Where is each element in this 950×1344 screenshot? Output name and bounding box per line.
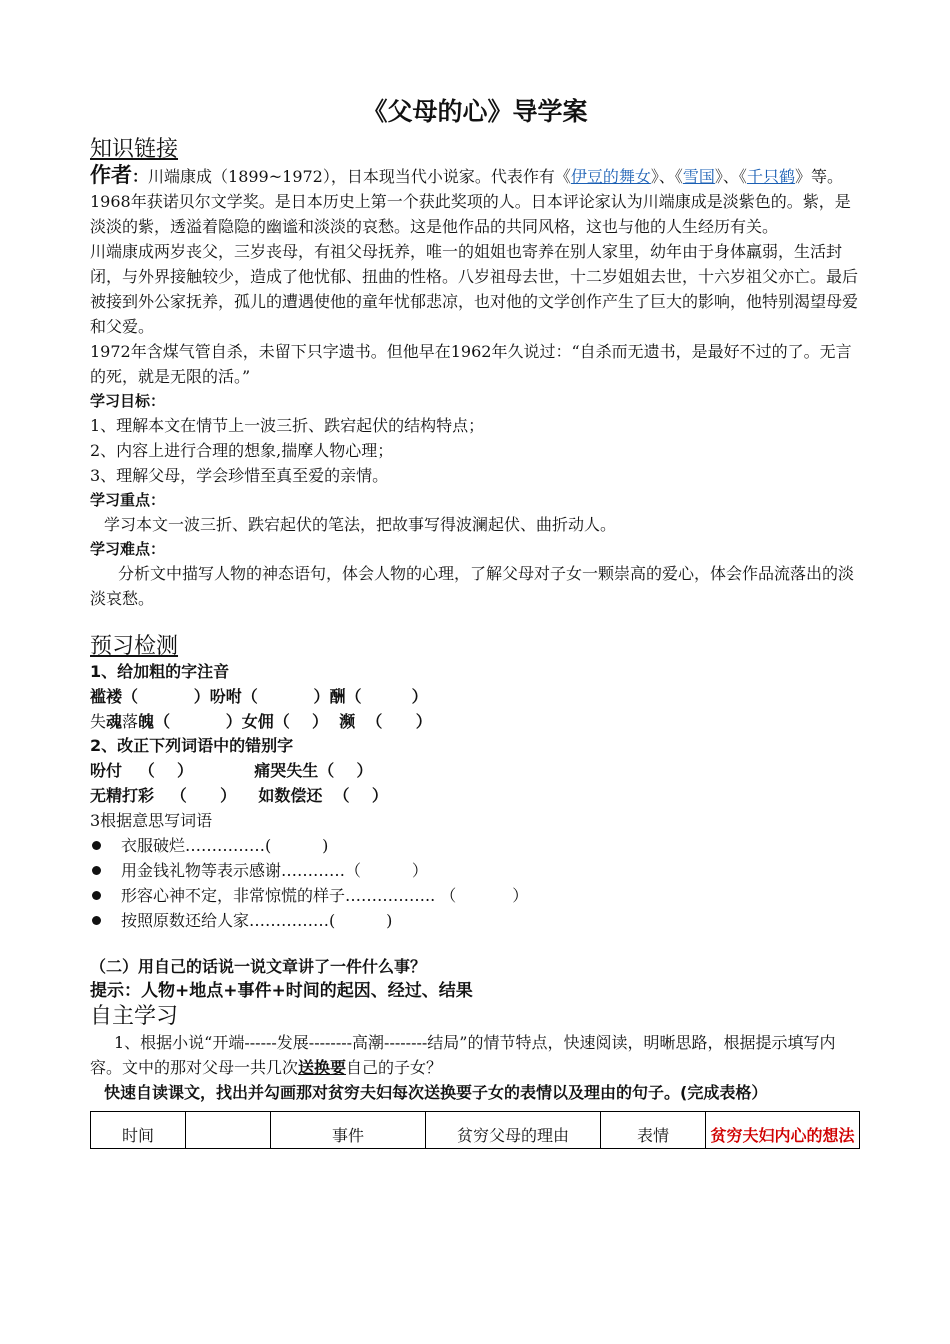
part2-question: （二）用自己的话说一说文章讲了一件什么事？ bbox=[90, 957, 427, 976]
goal-item: 2、内容上进行合理的想象,揣摩人物心理； bbox=[90, 441, 394, 460]
table-header-cell: 贫穷夫妇内心的想法 bbox=[706, 1112, 860, 1149]
table-header-cell: 表情 bbox=[601, 1112, 706, 1149]
table-header-cell bbox=[186, 1112, 271, 1149]
bullet-icon bbox=[92, 916, 101, 925]
pinyin-row-1: 褴褛（ ）吩咐（ ）酬（ ） bbox=[90, 687, 428, 706]
typo-row-2: 无精打彩 （ ） 如数偿还 （ ） bbox=[90, 786, 388, 805]
bullet-icon bbox=[92, 866, 101, 875]
question-2: 2、改正下列词语中的错别字 bbox=[90, 736, 294, 755]
difficulty-label: 学习难点： bbox=[90, 540, 166, 558]
focus-label: 学习重点： bbox=[90, 491, 166, 509]
work-link-izu-dancer[interactable]: 伊豆的舞女 bbox=[570, 167, 651, 186]
goals-label: 学习目标： bbox=[90, 392, 166, 410]
question-3: 3根据意思写词语 bbox=[90, 811, 213, 830]
self-study-heading: 自主学习 bbox=[90, 1004, 179, 1029]
table-header-row bbox=[91, 1112, 860, 1149]
reading-table bbox=[90, 1111, 860, 1149]
question-1: 1、给加粗的字注音 bbox=[90, 662, 230, 681]
author-colon: ： bbox=[132, 167, 149, 186]
self-study-task: 快速自读课文，找出并勾画那对贫穷夫妇每次送换要子女的表情以及理由的句子。(完成表格） bbox=[104, 1083, 768, 1102]
list-item: 按照原数还给人家……………( ) bbox=[90, 908, 860, 933]
difficulty-text: 分析文中描写人物的神态语句，体会人物的心理，了解父母对子女一颗崇高的爱心，体会作品流落出的淡淡哀愁。 bbox=[90, 564, 855, 608]
page-title: 《父母的心》导学案 bbox=[362, 97, 588, 126]
self-study-text: 1、根据小说“开端------发展--------高潮--------结局”的情节特点，快速阅读，明晰思路，根据提示填写内容。文中的那对父母一共几次送换要自己的子女？ bbox=[90, 1033, 836, 1077]
separator: 》、《 bbox=[650, 167, 683, 186]
table-header-cell: 时间 bbox=[91, 1112, 186, 1149]
typo-row-1: 吩付 （ ） 痛哭失生（ ） bbox=[90, 761, 373, 780]
preview-heading: 预习检测 bbox=[90, 634, 179, 659]
knowledge-heading: 知识链接 bbox=[90, 137, 179, 162]
biography-paragraph: 川端康成两岁丧父，三岁丧母，有祖父母抚养，唯一的姐姐也寄养在别人家里，幼年由于身体羸弱，生活封闭，与外界接触较少，造成了他忧郁、扭曲的性格。八岁祖母去世，十二岁姐姐去世，十六岁祖父亦亡。最后被接到外公家抚养，孤儿的遭遇使他的童年忧郁悲凉，也对他的文学创作产生了巨大的影响，他特别渴望母爱和父爱。 bbox=[90, 242, 859, 336]
list-item: 用金钱礼物等表示感谢…………（ ） bbox=[90, 858, 860, 883]
part2-hint: 提示：人物+地点+事件+时间的起因、经过、结果 bbox=[90, 981, 473, 1001]
separator: 》、《 bbox=[714, 167, 747, 186]
author-intro: 川端康成（1899~1972），日本现当代小说家。代表作有《 bbox=[148, 167, 571, 186]
author-rest: 》等。1968年获诺贝尔文学奖。是日本历史上第一个获此奖项的人。日本评论家认为川端康成是淡紫色的。紫，是淡淡的紫，透溢着隐隐的幽谧和淡淡的哀愁。这是他作品的共同风格，这也与他的人生经历有关。 bbox=[90, 167, 851, 236]
death-paragraph: 1972年含煤气管自杀，未留下只字遗书。但他早在1962年久说过：“自杀而无遗书，是最好不过的了。无言的死，就是无限的活。” bbox=[90, 342, 852, 386]
worksheet-page bbox=[90, 92, 860, 1149]
goal-item: 3、理解父母，学会珍惜至真至爱的亲情。 bbox=[90, 466, 389, 485]
table-header-cell: 贫穷父母的理由 bbox=[426, 1112, 601, 1149]
list-item: 形容心神不定，非常惊慌的样子…………….. （ ） bbox=[90, 883, 860, 908]
author-paragraph bbox=[90, 163, 860, 239]
bullet-icon bbox=[92, 841, 101, 850]
work-link-thousand-cranes[interactable]: 千只鹤 bbox=[746, 167, 795, 186]
table-header-cell: 事件 bbox=[271, 1112, 426, 1149]
bullet-icon bbox=[92, 891, 101, 900]
list-item: 衣服破烂……………( ) bbox=[90, 833, 860, 858]
focus-text: 学习本文一波三折、跌宕起伏的笔法，把故事写得波澜起伏、曲折动人。 bbox=[104, 515, 617, 534]
pinyin-row-2: 失魂落魄（ ）女佣（ ） 濒 （ ） bbox=[90, 712, 432, 731]
work-link-snow-country[interactable]: 雪国 bbox=[682, 167, 715, 186]
goal-item: 1、理解本文在情节上一波三折、跌宕起伏的结构特点； bbox=[90, 416, 485, 435]
author-label: 作者 bbox=[90, 163, 132, 187]
